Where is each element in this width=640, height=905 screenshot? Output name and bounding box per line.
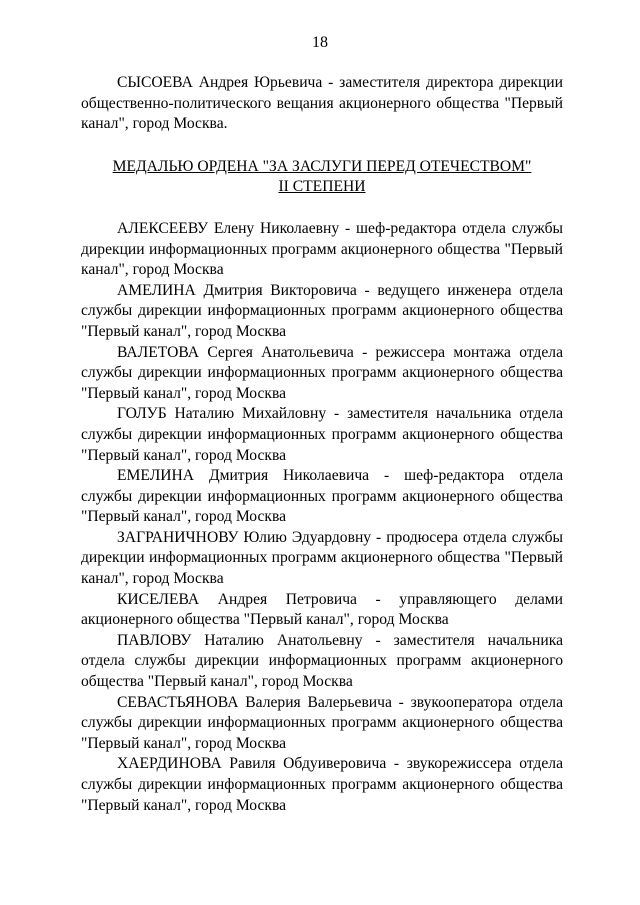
document-body xyxy=(81,73,563,816)
award-entry: АЛЕКСЕЕВУ Елену Николаевну - шеф-редактора отдела службы дирекции информационных программ акционерного общества "Первый канал", город Москва xyxy=(81,219,563,279)
page-number: 18 xyxy=(312,34,328,51)
award-entry: АМЕЛИНА Дмитрия Викторовича - ведущего инженера отдела службы дирекции информационных программ акционерного общества "Первый канал", город Москва xyxy=(81,281,563,340)
spacer xyxy=(81,198,563,219)
intro-paragraph: СЫСОЕВА Андрея Юрьевича - заместителя директора дирекции общественно-политического вещания акционерного общества "Первый канал", город Москва. xyxy=(81,74,563,133)
award-entry: ЕМЕЛИНА Дмитрия Николаевича - шеф-редактора отдела службы дирекции информационных программ акционерного общества "Первый канал", город Москва xyxy=(81,467,563,526)
award-heading-line-2: II СТЕПЕНИ xyxy=(278,178,366,196)
award-heading-line-1: МЕДАЛЬЮ ОРДЕНА "ЗА ЗАСЛУГИ ПЕРЕД ОТЕЧЕСТВОМ" xyxy=(112,157,532,175)
award-entry: ПАВЛОВУ Наталию Анатольевну - заместителя начальника отдела службы дирекции информационных программ акционерного общества "Первый канал", город Москва xyxy=(81,631,563,691)
award-entry: КИСЕЛЕВА Андрея Петровича - управляющего делами акционерного общества "Первый канал", город Москва xyxy=(81,590,563,629)
award-entry: ЗАГРАНИЧНОВУ Юлию Эдуардовну - продюсера отдела службы дирекции информационных программ акционерного общества "Первый канал", город Москва xyxy=(81,528,563,588)
spacer xyxy=(81,135,563,157)
award-entry: ХАЕРДИНОВА Равиля Обдуиверовича - звукорежиссера отдела службы дирекции информационных программ акционерного общества "Первый канал", город Москва xyxy=(81,755,563,814)
award-entry: ГОЛУБ Наталию Михайловну - заместителя начальника отдела службы дирекции информационных программ акционерного общества "Первый канал", город Москва xyxy=(81,405,563,464)
award-entry: СЕВАСТЬЯНОВА Валерия Валерьевича - звукооператора отдела службы дирекции информационных программ акционерного общества "Первый канал", город Москва xyxy=(81,693,563,752)
award-entry: ВАЛЕТОВА Сергея Анатольевича - режиссера монтажа отдела службы дирекции информационных программ акционерного общества "Первый канал", город Москва xyxy=(81,343,563,402)
